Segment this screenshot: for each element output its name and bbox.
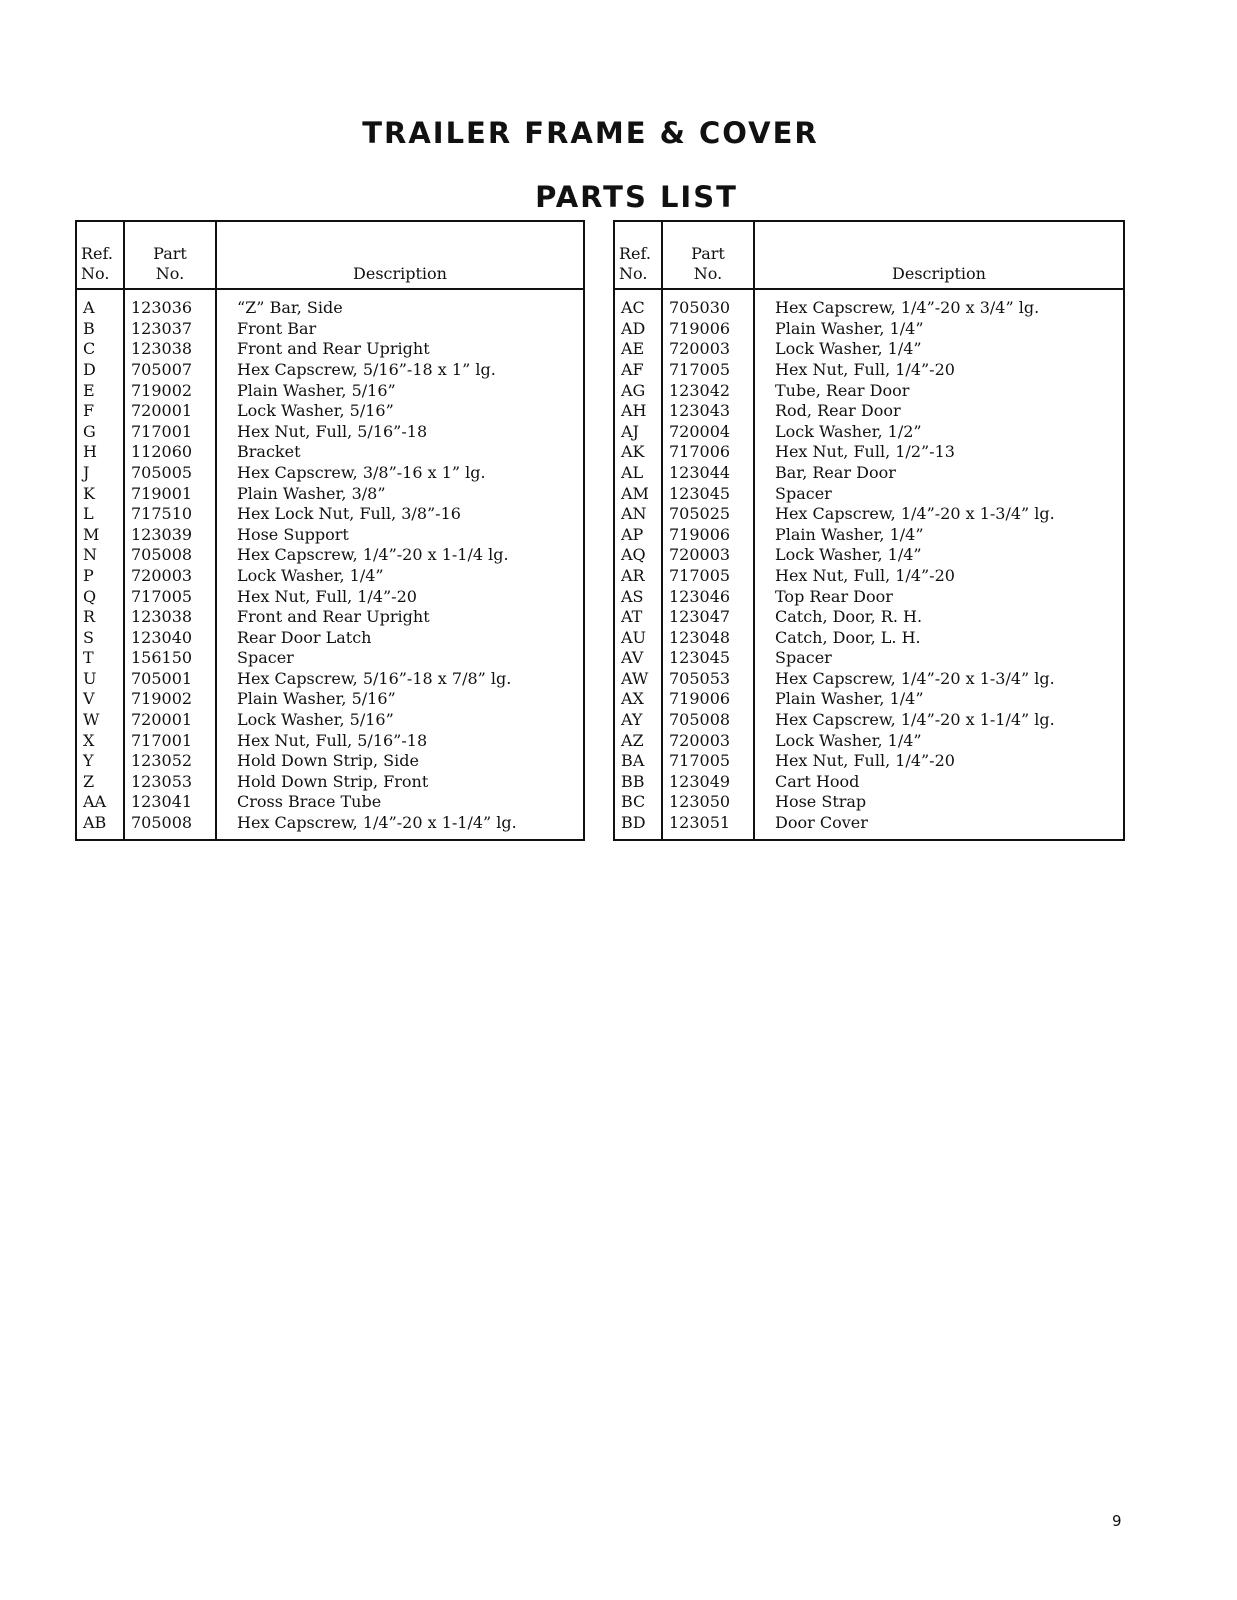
description-cell: Hose Support: [237, 524, 349, 544]
ref-no-cell: E: [76, 380, 124, 401]
description-cell: Catch, Door, L. H.: [775, 627, 921, 647]
table-row: [614, 463, 1124, 484]
table-row: [76, 463, 584, 484]
header-description: Description: [754, 221, 1124, 289]
description-cell: Hex Capscrew, 1/4”-20 x 1-3/4” lg.: [775, 504, 1055, 524]
ref-no-cell: R: [76, 607, 124, 628]
ref-no-cell: X: [76, 730, 124, 751]
table-header: [76, 221, 584, 289]
table-row: [76, 545, 584, 566]
ref-no-cell: AF: [614, 360, 662, 381]
description-cell: Lock Washer, 1/4”: [237, 565, 384, 585]
ref-no-cell: G: [76, 422, 124, 443]
table-row: [76, 710, 584, 731]
description-cell: Plain Washer, 1/4”: [775, 524, 924, 544]
part-no-cell: 123053: [124, 772, 216, 793]
description-cell: Cross Brace Tube: [237, 792, 382, 812]
description-cell: Top Rear Door: [775, 586, 893, 606]
ref-no-cell: M: [76, 525, 124, 546]
description-cell: Plain Washer, 1/4”: [775, 689, 924, 709]
table-row: [614, 525, 1124, 546]
part-no-cell: 123045: [662, 483, 754, 504]
description-cell: Front and Rear Upright: [237, 607, 430, 627]
description-cell: Hex Capscrew, 5/16”-18 x 1” lg.: [237, 359, 496, 379]
description-cell: Door Cover: [775, 813, 868, 833]
parts-table-right: [613, 220, 1125, 841]
ref-no-cell: BA: [614, 751, 662, 772]
description-cell: Lock Washer, 1/4”: [775, 339, 922, 359]
ref-no-cell: AY: [614, 710, 662, 731]
table-row: [76, 669, 584, 690]
part-no-cell: 123041: [124, 792, 216, 813]
description-cell: Hose Strap: [775, 792, 867, 812]
description-cell: Lock Washer, 1/2”: [775, 421, 922, 441]
table-row: [614, 669, 1124, 690]
table-row: [76, 422, 584, 443]
part-no-cell: 123040: [124, 628, 216, 649]
ref-no-cell: A: [76, 289, 124, 319]
description-cell: Hex Nut, Full, 5/16”-18: [237, 421, 428, 441]
description-cell: Plain Washer, 5/16”: [237, 380, 396, 400]
ref-no-cell: AT: [614, 607, 662, 628]
ref-no-cell: AL: [614, 463, 662, 484]
table-body: [76, 289, 584, 840]
ref-no-cell: AS: [614, 586, 662, 607]
ref-no-cell: Y: [76, 751, 124, 772]
description-cell: Spacer: [237, 648, 294, 668]
description-cell: Hold Down Strip, Front: [237, 771, 429, 791]
description-cell: Tube, Rear Door: [775, 380, 910, 400]
description-cell: “Z” Bar, Side: [237, 298, 343, 318]
part-no-cell: 717005: [124, 586, 216, 607]
ref-no-cell: J: [76, 463, 124, 484]
ref-no-cell: AN: [614, 504, 662, 525]
table-row: [614, 483, 1124, 504]
table-row: [614, 813, 1124, 841]
page-title: TRAILER FRAME & COVER: [362, 116, 819, 150]
header-part-no: Part No.: [124, 221, 216, 289]
ref-no-cell: V: [76, 689, 124, 710]
ref-no-cell: P: [76, 566, 124, 587]
part-no-cell: 717005: [662, 566, 754, 587]
table-row: [614, 380, 1124, 401]
table-row: [614, 504, 1124, 525]
description-cell: Hex Capscrew, 1/4”-20 x 1-3/4” lg.: [775, 668, 1055, 688]
part-no-cell: 123044: [662, 463, 754, 484]
part-no-cell: 719006: [662, 525, 754, 546]
part-no-cell: 123052: [124, 751, 216, 772]
part-no-cell: 720001: [124, 710, 216, 731]
description-cell: Plain Washer, 3/8”: [237, 483, 386, 503]
table-row: [76, 586, 584, 607]
table-row: [614, 422, 1124, 443]
part-no-cell: 123045: [662, 648, 754, 669]
table-row: [76, 525, 584, 546]
part-no-cell: 705025: [662, 504, 754, 525]
table-row: [76, 504, 584, 525]
ref-no-cell: AD: [614, 319, 662, 340]
description-cell: Lock Washer, 1/4”: [775, 545, 922, 565]
ref-no-cell: AV: [614, 648, 662, 669]
table-row: [614, 628, 1124, 649]
table-row: [76, 730, 584, 751]
table-row: [614, 360, 1124, 381]
description-cell: Hex Nut, Full, 1/4”-20: [775, 751, 955, 771]
table-row: [76, 380, 584, 401]
ref-no-cell: W: [76, 710, 124, 731]
description-cell: Catch, Door, R. H.: [775, 607, 923, 627]
table-row: [76, 689, 584, 710]
part-no-cell: 720001: [124, 401, 216, 422]
table-row: [614, 648, 1124, 669]
ref-no-cell: AG: [614, 380, 662, 401]
table-row: [76, 483, 584, 504]
description-cell: Hex Capscrew, 1/4”-20 x 3/4” lg.: [775, 298, 1040, 318]
description-cell: Plain Washer, 5/16”: [237, 689, 396, 709]
table-row: [76, 360, 584, 381]
description-cell: Hex Capscrew, 1/4”-20 x 1-1/4” lg.: [775, 710, 1055, 730]
ref-no-cell: BD: [614, 813, 662, 841]
header-description: Description: [216, 221, 584, 289]
description-cell: Hex Capscrew, 1/4”-20 x 1-1/4 lg.: [237, 545, 509, 565]
parts-list-heading: PARTS LIST: [535, 180, 738, 214]
part-no-cell: 123042: [662, 380, 754, 401]
table-row: [614, 751, 1124, 772]
page-number: 9: [1112, 1512, 1122, 1530]
table-row: [614, 339, 1124, 360]
description-cell: Lock Washer, 5/16”: [237, 401, 394, 421]
ref-no-cell: L: [76, 504, 124, 525]
part-no-cell: 123047: [662, 607, 754, 628]
ref-no-cell: Q: [76, 586, 124, 607]
table-row: [614, 772, 1124, 793]
table-row: [76, 339, 584, 360]
description-cell: Hex Capscrew, 3/8”-16 x 1” lg.: [237, 462, 486, 482]
ref-no-cell: B: [76, 319, 124, 340]
part-no-cell: 123043: [662, 401, 754, 422]
ref-no-cell: C: [76, 339, 124, 360]
part-no-cell: 705053: [662, 669, 754, 690]
part-no-cell: 717006: [662, 442, 754, 463]
ref-no-cell: AX: [614, 689, 662, 710]
table-row: [614, 607, 1124, 628]
description-cell: Spacer: [775, 648, 832, 668]
part-no-cell: 123037: [124, 319, 216, 340]
ref-no-cell: BB: [614, 772, 662, 793]
ref-no-cell: K: [76, 483, 124, 504]
ref-no-cell: D: [76, 360, 124, 381]
table-row: [76, 319, 584, 340]
description-cell: Hex Nut, Full, 1/2”-13: [775, 442, 955, 462]
description-cell: Front and Rear Upright: [237, 339, 430, 359]
part-no-cell: 705007: [124, 360, 216, 381]
description-cell: Front Bar: [237, 318, 317, 338]
part-no-cell: 705008: [124, 813, 216, 841]
ref-no-cell: BC: [614, 792, 662, 813]
part-no-cell: 719002: [124, 689, 216, 710]
part-no-cell: 705005: [124, 463, 216, 484]
part-no-cell: 719006: [662, 319, 754, 340]
table-row: [614, 792, 1124, 813]
table-row: [614, 710, 1124, 731]
part-no-cell: 719001: [124, 483, 216, 504]
ref-no-cell: AJ: [614, 422, 662, 443]
header-part-no: Part No.: [662, 221, 754, 289]
part-no-cell: 705008: [662, 710, 754, 731]
table-row: [76, 442, 584, 463]
ref-no-cell: AK: [614, 442, 662, 463]
description-cell: Rear Door Latch: [237, 627, 372, 647]
header-ref-no: Ref. No.: [76, 221, 124, 289]
table-row: [614, 442, 1124, 463]
ref-no-cell: AW: [614, 669, 662, 690]
part-no-cell: 705030: [662, 289, 754, 319]
ref-no-cell: AC: [614, 289, 662, 319]
description-cell: Hold Down Strip, Side: [237, 751, 419, 771]
ref-no-cell: Z: [76, 772, 124, 793]
part-no-cell: 123051: [662, 813, 754, 841]
table-row: [614, 545, 1124, 566]
table-row: [76, 648, 584, 669]
part-no-cell: 705001: [124, 669, 216, 690]
table-row: [614, 566, 1124, 587]
part-no-cell: 717001: [124, 422, 216, 443]
description-cell: Bracket: [237, 442, 301, 462]
description-cell: Hex Capscrew, 5/16”-18 x 7/8” lg.: [237, 668, 512, 688]
table-row: [614, 289, 1124, 319]
part-no-cell: 123048: [662, 628, 754, 649]
ref-no-cell: H: [76, 442, 124, 463]
part-no-cell: 717510: [124, 504, 216, 525]
part-no-cell: 123039: [124, 525, 216, 546]
part-no-cell: 717005: [662, 751, 754, 772]
part-no-cell: 717001: [124, 730, 216, 751]
description-cell: Bar, Rear Door: [775, 462, 896, 482]
ref-no-cell: AE: [614, 339, 662, 360]
table-row: [614, 319, 1124, 340]
description-cell: Lock Washer, 1/4”: [775, 730, 922, 750]
part-no-cell: 112060: [124, 442, 216, 463]
part-no-cell: 719002: [124, 380, 216, 401]
table-row: [614, 586, 1124, 607]
part-no-cell: 123038: [124, 339, 216, 360]
ref-no-cell: N: [76, 545, 124, 566]
part-no-cell: 717005: [662, 360, 754, 381]
part-no-cell: 720003: [662, 339, 754, 360]
description-cell: Hex Nut, Full, 1/4”-20: [237, 586, 417, 606]
table-row: [76, 566, 584, 587]
ref-no-cell: AB: [76, 813, 124, 841]
ref-no-cell: AA: [76, 792, 124, 813]
ref-no-cell: S: [76, 628, 124, 649]
ref-no-cell: AH: [614, 401, 662, 422]
table-row: [614, 689, 1124, 710]
part-no-cell: 720003: [124, 566, 216, 587]
header-ref-no: Ref. No.: [614, 221, 662, 289]
ref-no-cell: AR: [614, 566, 662, 587]
part-no-cell: 123049: [662, 772, 754, 793]
ref-no-cell: T: [76, 648, 124, 669]
part-no-cell: 720003: [662, 730, 754, 751]
table-row: [76, 751, 584, 772]
description-cell: Hex Nut, Full, 1/4”-20: [775, 565, 955, 585]
description-cell: Hex Capscrew, 1/4”-20 x 1-1/4” lg.: [237, 813, 517, 833]
part-no-cell: 123046: [662, 586, 754, 607]
ref-no-cell: AM: [614, 483, 662, 504]
ref-no-cell: F: [76, 401, 124, 422]
table-row: [614, 401, 1124, 422]
table-row: [76, 772, 584, 793]
table-row: [76, 401, 584, 422]
description-cell: Rod, Rear Door: [775, 401, 901, 421]
ref-no-cell: AP: [614, 525, 662, 546]
description-cell: Hex Nut, Full, 1/4”-20: [775, 359, 955, 379]
part-no-cell: 720004: [662, 422, 754, 443]
description-cell: Hex Nut, Full, 5/16”-18: [237, 730, 428, 750]
description-cell: Cart Hood: [775, 771, 860, 791]
description-cell: Spacer: [775, 483, 832, 503]
ref-no-cell: AU: [614, 628, 662, 649]
part-no-cell: 719006: [662, 689, 754, 710]
ref-no-cell: U: [76, 669, 124, 690]
part-no-cell: 705008: [124, 545, 216, 566]
description-cell: Lock Washer, 5/16”: [237, 710, 394, 730]
table-row: [76, 813, 584, 841]
parts-table-left: [75, 220, 585, 841]
table-header: [614, 221, 1124, 289]
description-cell: Plain Washer, 1/4”: [775, 318, 924, 338]
part-no-cell: 123036: [124, 289, 216, 319]
part-no-cell: 156150: [124, 648, 216, 669]
table-row: [614, 730, 1124, 751]
description-cell: Hex Lock Nut, Full, 3/8”-16: [237, 504, 461, 524]
part-no-cell: 123050: [662, 792, 754, 813]
part-no-cell: 720003: [662, 545, 754, 566]
table-row: [76, 289, 584, 319]
part-no-cell: 123038: [124, 607, 216, 628]
table-body: [614, 289, 1124, 840]
table-row: [76, 792, 584, 813]
ref-no-cell: AQ: [614, 545, 662, 566]
table-row: [76, 628, 584, 649]
table-row: [76, 607, 584, 628]
ref-no-cell: AZ: [614, 730, 662, 751]
